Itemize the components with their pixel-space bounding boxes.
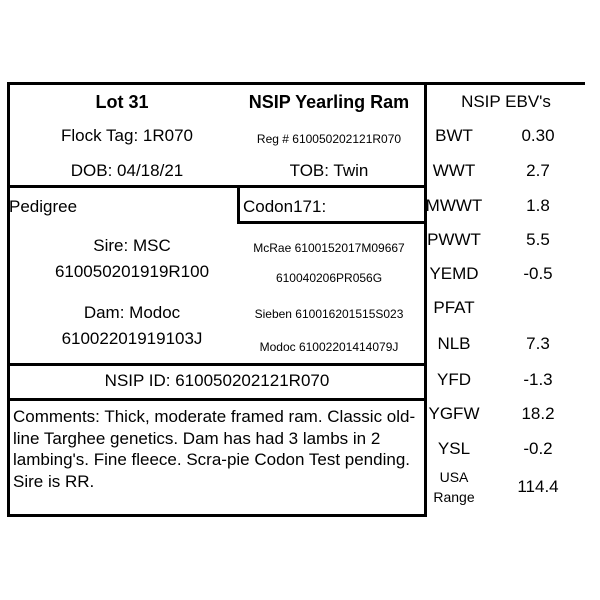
ebv-label: YEMD <box>429 264 479 283</box>
ebv-title: NSIP EBV's <box>461 92 551 111</box>
ebv-value: 2.7 <box>526 161 550 180</box>
ebv-row-usa-range <box>424 467 584 513</box>
ebv-row-pfat <box>424 292 584 326</box>
dams-dam: Modoc 61002201414079J <box>259 340 399 354</box>
page-title: NSIP Yearling Ram <box>248 92 410 112</box>
ebv-value: 1.8 <box>526 196 550 215</box>
ebv-row-nlb <box>424 328 584 362</box>
ebv-value: 5.5 <box>526 230 550 249</box>
divider-nsip-bottom <box>7 398 427 401</box>
divider-nsip-top <box>7 363 427 366</box>
usa-range-label-line1: USA <box>439 469 469 485</box>
ebv-label: YSL <box>437 439 471 458</box>
ebv-row-yfd <box>424 364 584 398</box>
ebv-row-ygfw <box>424 398 584 432</box>
sires-sire: McRae 6100152017M09667 <box>253 241 405 255</box>
border-left <box>7 82 10 517</box>
lot-card <box>7 82 585 517</box>
ebv-value: -1.3 <box>523 370 553 389</box>
pedigree-label: Pedigree <box>9 197 78 216</box>
sire-id: 610050201919R100 <box>54 262 210 281</box>
divider-top-info <box>7 185 427 188</box>
usa-range-label-line2: Range <box>433 489 475 505</box>
ebv-label: PFAT <box>433 298 475 317</box>
ebv-label: BWT <box>435 126 473 145</box>
ebv-label: PWWT <box>427 230 481 249</box>
ebv-value: -0.2 <box>523 439 553 458</box>
type-of-birth: TOB: Twin <box>289 161 369 180</box>
divider-codon-bottom <box>237 221 427 224</box>
ebv-row-yemd <box>424 258 584 292</box>
flock-tag: Flock Tag: 1R070 <box>61 126 193 145</box>
usa-range-value: 114.4 <box>517 477 559 496</box>
nsip-id: NSIP ID: 610050202121R070 <box>104 371 330 390</box>
codon-label: Codon171: <box>243 197 327 216</box>
ebv-label: MWWT <box>425 196 483 215</box>
dam-name: Dam: Modoc <box>83 303 181 322</box>
comments: Comments: Thick, moderate framed ram. Classic old-line Targhee genetics. Dam has had 3 lambs in 2 lambing's. Fine fleece. Scra-pie Codon Test pending. Sire is RR. <box>13 407 416 491</box>
ebv-value: 18.2 <box>521 404 555 423</box>
ebv-value: 0.30 <box>521 126 555 145</box>
sires-dam: 610040206PR056G <box>275 271 383 285</box>
divider-codon-left <box>237 185 240 224</box>
ebv-value: -0.5 <box>523 264 553 283</box>
ebv-label: YGFW <box>428 404 480 423</box>
ebv-row-bwt <box>424 120 584 154</box>
dam-id: 61002201919103J <box>61 329 203 348</box>
ebv-value: 7.3 <box>526 334 550 353</box>
ebv-label: NLB <box>437 334 471 353</box>
ebv-row-mwwt <box>424 190 584 224</box>
border-bottom <box>7 514 427 517</box>
border-top <box>7 82 585 85</box>
ebv-label: YFD <box>437 370 471 389</box>
ebv-row-ysl <box>424 433 584 467</box>
registration-number: Reg # 610050202121R070 <box>256 132 402 146</box>
date-of-birth: DOB: 04/18/21 <box>70 161 184 180</box>
ebv-row-wwt <box>424 155 584 189</box>
lot-number: Lot 31 <box>95 92 149 112</box>
sire-name: Sire: MSC <box>93 236 171 255</box>
ebv-row-pwwt <box>424 224 584 258</box>
ebv-label: WWT <box>432 161 476 180</box>
dams-sire: Sieben 610016201515S023 <box>254 307 404 321</box>
